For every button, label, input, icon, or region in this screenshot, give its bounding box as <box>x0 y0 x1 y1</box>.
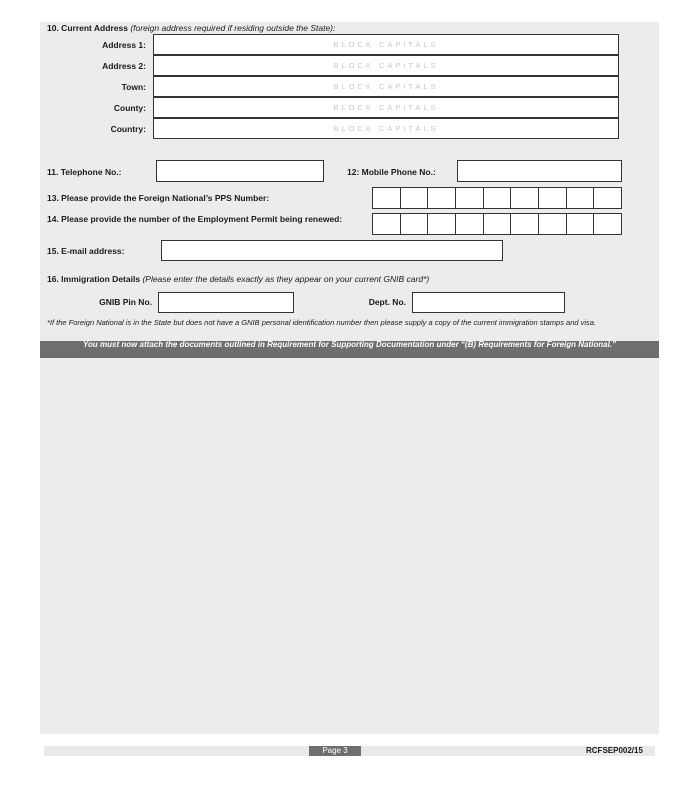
pps-cell[interactable] <box>510 188 538 208</box>
mobile-label: 12: Mobile Phone No.: <box>347 167 436 177</box>
pps-cell[interactable] <box>427 188 455 208</box>
address-2-placeholder: BLOCK CAPITALS <box>333 61 439 70</box>
address-1-placeholder: BLOCK CAPITALS <box>333 40 439 49</box>
town-placeholder: BLOCK CAPITALS <box>333 82 439 91</box>
gnib-footnote: *If the Foreign National is in the State but does not have a GNIB personal identification number then please supply a copy of the current immigration stamps and visa. <box>47 318 597 327</box>
immigration-section-title <box>47 274 429 284</box>
country-input[interactable] <box>153 118 619 139</box>
town-input[interactable] <box>153 76 619 97</box>
telephone-input[interactable] <box>156 160 324 182</box>
town-label: Town: <box>121 82 146 92</box>
dept-no-label: Dept. No. <box>368 297 406 307</box>
pps-label: 13. Please provide the Foreign National’s PPS Number: <box>47 193 270 203</box>
country-label: Country: <box>110 124 146 134</box>
permit-cell[interactable] <box>427 214 455 234</box>
permit-cell[interactable] <box>483 214 511 234</box>
permit-cell[interactable] <box>593 214 621 234</box>
email-input[interactable] <box>161 240 503 261</box>
immigration-title-note: (Please enter the details exactly as they appear on your current GNIB card*) <box>142 274 430 284</box>
address-title-note: (foreign address required if residing outside the State): <box>130 23 336 33</box>
immigration-title: 16. Immigration Details <box>47 274 141 284</box>
pps-number-grid[interactable] <box>372 187 622 209</box>
email-label: 15. E-mail address: <box>47 246 125 256</box>
mobile-input[interactable] <box>457 160 622 182</box>
permit-cell[interactable] <box>566 214 594 234</box>
permit-cell[interactable] <box>400 214 428 234</box>
address-2-input[interactable] <box>153 55 619 76</box>
permit-cell[interactable] <box>538 214 566 234</box>
gnib-pin-input[interactable] <box>158 292 294 313</box>
page-number: Page 3 <box>309 746 361 756</box>
form-code: RCFSEP002/15 <box>586 746 643 755</box>
pps-cell[interactable] <box>483 188 511 208</box>
address-2-label: Address 2: <box>102 61 146 71</box>
permit-cell[interactable] <box>373 214 400 234</box>
pps-cell[interactable] <box>400 188 428 208</box>
permit-cell[interactable] <box>510 214 538 234</box>
dept-no-input[interactable] <box>412 292 565 313</box>
county-label: County: <box>113 103 146 113</box>
address-1-input[interactable] <box>153 34 619 55</box>
pps-cell[interactable] <box>566 188 594 208</box>
pps-cell[interactable] <box>538 188 566 208</box>
address-title: 10. Current Address <box>47 23 128 33</box>
permit-cell[interactable] <box>455 214 483 234</box>
address-section-title <box>47 23 335 33</box>
documents-banner: You must now attach the documents outlined in Requirement for Supporting Documentation under “(B) Requirements for Foreign National.” <box>40 341 659 358</box>
pps-cell[interactable] <box>373 188 400 208</box>
country-placeholder: BLOCK CAPITALS <box>333 124 439 133</box>
county-input[interactable] <box>153 97 619 118</box>
county-placeholder: BLOCK CAPITALS <box>333 103 439 112</box>
pps-cell[interactable] <box>593 188 621 208</box>
permit-number-grid[interactable] <box>372 213 622 235</box>
pps-cell[interactable] <box>455 188 483 208</box>
telephone-label: 11. Telephone No.: <box>47 167 122 177</box>
gnib-pin-label: GNIB Pin No. <box>99 297 152 307</box>
permit-label: 14. Please provide the number of the Employment Permit being renewed: <box>47 214 343 224</box>
address-1-label: Address 1: <box>102 40 146 50</box>
